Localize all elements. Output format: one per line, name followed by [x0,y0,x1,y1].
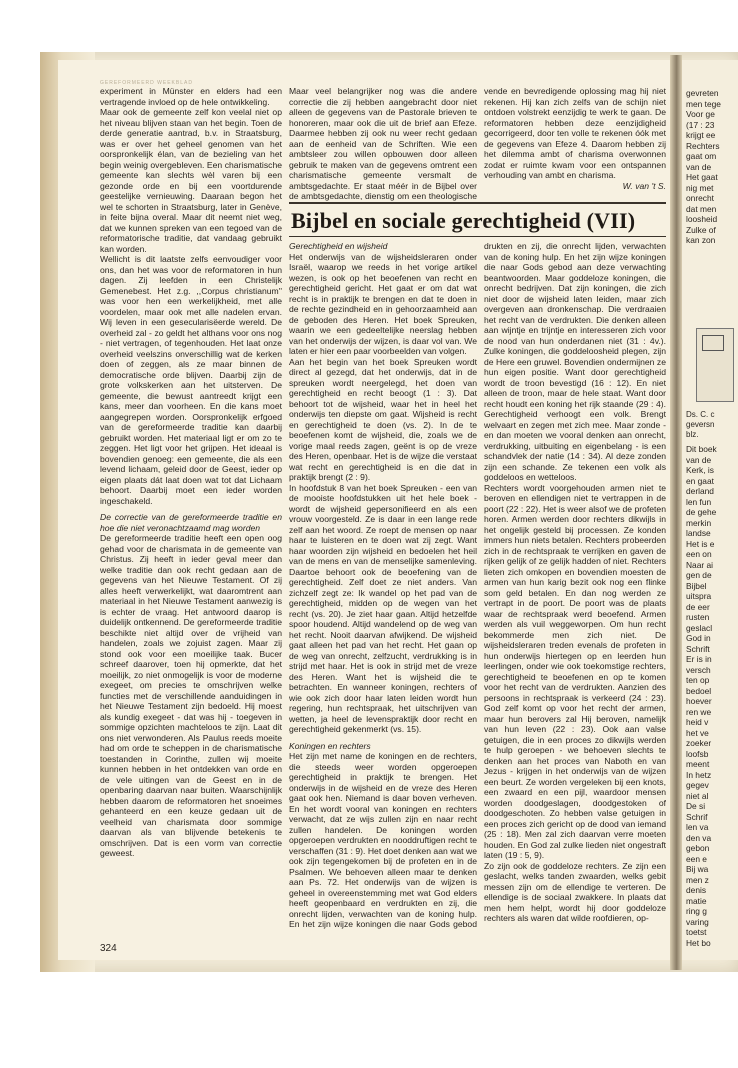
text-line: den va [686,832,712,843]
text-line: Naar ai [686,559,713,570]
text-line: ring g [686,906,707,916]
next-page-edge [682,60,738,960]
text-line: len va [686,822,709,832]
title-rule-top [289,202,666,204]
page-number: 324 [100,943,117,954]
text-line: hoever [686,696,712,706]
text-line: dat men [686,203,717,214]
paragraph: experiment in Münster en elders had een vertragende invloed op de hele ontwikkeling. [100,86,282,107]
portrait-photo [696,328,734,402]
middle-column-top [289,86,477,201]
text-line: Het gaat [686,172,718,182]
text-line: (17 : 23 [686,119,715,130]
text-line: merkin [686,517,712,528]
text-line: loosheid [686,214,718,224]
text-line: Rechters [686,140,720,151]
text-line: Er is in [686,654,712,664]
text-line: God in [686,633,711,643]
text-line: gen de [686,570,712,580]
text-line: versch [686,664,711,675]
text-line: matie [686,895,707,906]
text-line: gegev [686,780,709,790]
text-line: gebon [686,843,710,853]
text-line: gaat om [686,151,717,161]
article-body: Het onderwijs van de wijsheidsleraren onder Israël, waarop we reeds in het vorige artikel wezen, is ook op het beoefenen van recht en gerechtigheid gericht. Het gaat er om dat wat recht is in praktijk te brengen en dat te doen in de rechte gezindheid en in gehoorzaamheid aan de geboden des Heren. Het boek Spreuken, waarin we een gedeeltelijke neerslag hebben van het onderwijs der wijzen, is daar vol van. We laten er hier een paar voorbeelden van volgen. Aan het begin van het boek Spreuken wordt direct al gezegd, dat het onderwijs, dat in de spreuken wordt neergelegd, het doen van gerechtigheid en recht beoogt (1 : 3). Dat behoort tot de wijsheid, waar het in heel het onderwijs ten diepste om gaat. Wijsheid is recht en gerechtigheid te doen (vs. 2). In de te beoefenen komt de wijsheid, die, zoals we de vorige maal reeds zagen, geënt is op de vreze des Heren, openbaar. Het is de wijze die verstaat wat recht en gerechtigheid is en die dat in praktijk brengt (2 : 9). In hoofdstuk 8 van het boek Spreuken - een van de mooiste hoofdstukken uit het hele boek - wordt de wijsheid gepersonifieerd en als een vrouw voorgesteld. Ze is daar in een lange rede zelf aan het woord. Ze roept de mensen op naar haar te luisteren en te doen wat zij zegt. Want haar woorden zijn wijsheid en bedoelen het heil van de mens en van de menselijke samenleving. Daartoe behoort ook de beoefening van de gerechtigheid. Zelf doet ze niet anders. Van zichzelf zegt ze: Ik wandel op het pad van de gerechtigheid, midden op de wegen van het recht (vs. 20). Je ziet haar gaan. Altijd hetzelfde spoor houdend. Altijd wandelend op de weg van het recht. Nooit daarvan afwijkend. De wijsheid gaat alleen het pad van het recht. Het gaan op de weg van onrecht, zelfzucht, verdrukking is in strijd met haar. Het is ook in strijd met de vreze des Heren. Want het is wijsheid die te betrachten. En wanneer koningen, rechters of wie ook zich door haar laten leiden wordt hun regering, hun rechtspraak, het uitschrijven van wetten, ja heel de levenspraktijk door recht en gerechtigheid gekenmerkt (vs. 15). [289,251,477,734]
text-line: De si [686,801,706,811]
text-line: nig met [686,182,714,193]
text-line: de gehe [686,507,717,517]
article-subhead: Gerechtigheid en wijsheid [289,241,388,251]
paragraph: Wellicht is dit laatste zelfs eenvoudiger voor ons, dan het was voor de reformatoren in hun dagen. Zij leefden in een Christelijk Gemenebest. Het z.g. ,,Corpus christianum'' was voor hen een werkelijkheid, met alle voordelen, maar ook met alle nadelen ervan. Wij leven in een gesecularisëerde wereld. De overheid zal - zo geldt het althans voor ons nog - niet vertragen, of tegenhouden. Het laat onze overheid veelszins onverschillig wat de kerken doen of zeggen, als ze maar binnen de democratische orde blijven. Daarbij zijn de grote volkskerken aan het uitsterven. De gemeente, die bewust aantreedt krijgt een kans, meer dan voorheen. En die kans moet aangegrepen worden. Oorspronkelijk erfgoed van de gereformeerde traditie kan daarbij gebruikt worden. Het materiaal ligt er om zo te zeggen. Het ligt voor het grijpen. Het ideaal is bovendien genoeg: een gemeente, die als een levend lichaam, geleid door de Geest, ieder op eigen plaats dát laat doen wat tot dat Lichaam behoort. Daarbij moet een ieder worden ingeschakeld. [100,254,282,506]
text-line: zoeker [686,738,712,748]
text-line: van de [686,454,712,465]
text-line: varing [686,916,709,927]
text-line: toetst [686,927,707,937]
left-column [100,86,282,859]
text-line: ren we [686,706,712,717]
text-line: denis [686,885,707,895]
text-line: Het is e [686,538,715,549]
running-header: GEREFORMEERD WEEKBLAD [100,80,193,86]
text-line: uitspra [686,591,712,601]
text-line: onrecht [686,193,714,203]
text-line: rusten [686,612,710,622]
text-line: men tege [686,98,721,109]
article-subhead: Koningen en rechters [289,740,371,751]
book-gutter [670,55,682,970]
paragraph-continuation: vende en bevredigende oplossing mag hij niet rekenen. Hij kan zich zelfs van de schijn niet ontdoen volstrekt eenzijdig te werk te gaan. De reformatoren hebben deze eenzijdigheid gecorrigeerd, door ten volle te rekenen óók met de gegevens van Efeze 4. Daarom hebben zij het dilemma ambt of charisma overwonnen zodat er ruimte kwam voor een ontspannen verhouding van ambt en charisma. [484,86,666,180]
article-column-right [484,241,666,936]
text-line: krijgt ee [686,130,716,140]
section-subhead: De correctie van de gereformeerde traditie en hoe die niet veronachtzaamd mag worden [100,512,282,533]
text-line: Voor ge [686,109,715,119]
article-body-continuation: drukten en zij, die onrecht lijden, verwachten van de koning hulp. En het zijn wijze koningen die naar Gods gebod aan deze verwachting beantwoorden. Maar goddeloze koningen, die onrecht bedrijven. Dat zijn koningen, die zich niet door de wijsheid laten leiden, maar zich overgeven aan dronkenschap. Die verdraaien het recht van de verdrukten. Die denken alleen aan wijntje en trijntje en interesseren zich voor de nood van hun onderdanen niet (31 : 4v.). Zulke koningen, die goddeloosheid plegen, zijn de Here een gruwel. Bovendien ondermijnen ze hun eigen positie. Want door gerechtigheid wordt de troon bevestigd (16 : 12). En niet alleen de troon, maar de hele staat. Want door recht houdt een koning het rijk staande (29 : 4). Gerechtigheid verhoogt een volk. Brengt welvaart en zegen met zich mee. Maar zonde - en dan moeten we vooral denken aan onrecht, verdrukking, uitbuiting en eigenbelang - is een schandvlek der natie (14 : 34). Al deze zonden zijn een schande. Ze tekenen een volk als goddeloos en wetteloos. Rechters wordt voorgehouden armen niet te beroven en ellendigen niet te vertrappen in de poort (22 : 22). Het is weer alsof we de profeten horen. Armen werden door rechters dikwijls in het ongelijk gesteld bij processen. Ze konden immers hun niets betalen. Rechters probeerden zich in de rechtspraak te verrijken en gaven de rijken gelijk of ze gelijk hadden of niet. Rechters lieten zich omkopen en bovendien moesten de armen van hun karig bezit ook nog een flinke som geld betalen. En dan nog werden ze vertrapt in de poort. De poort was de plaats waar de rechtspraak werd beoefend. Armen werden als vuil weggeworpen. Om hun recht bekommerde men zich niet. De wijsheidsleraren treden evenals de profeten in hun onderwijs hiertegen op en leerden hun leerlingen, onder wie ook toekomstige rechters, gerechtigheid te beoefenen en op te komen voor het recht van de verdrukten. Aanzien des persoons in rechtspraak is verkeerd (24 : 23). God zelf komt op voor het recht der armen, maar hun berovers zal Hij beroven, namelijk van hun leven (22 : 23). Ook aan valse getuigen, die in een proces zo dikwijls werden te hulp geroepen - we behoeven slechts te denken aan het proces van Naboth en van Jezus - krijgen in het onderwijs van de wijzen een beurt. Ze worden vergeleken bij een knots, een zwaard en een pijl, waardoor mensen worden doodgeslagen, doodgestoken of doodgeschoten. Zo hebben valse getuigen in een proces zich gericht op de dood van iemand (25 : 18). Men zal zich daarvan verre moeten houden. En God zal zulke lieden niet ongestraft laten (19 : 5, 9). Zo zijn ook de goddeloze rechters. Ze zijn een geslacht, welks tanden zwaarden, welks gebit messen zijn om de ellendige te verteren. De ellendige is de sociaal zwakkere. In plaats dat men hem helpt, wordt hij door goddeloze rechters als waren dat wilde roofdieren, op- [484,241,666,923]
text-line: Bij wa [686,864,709,874]
text-line: men z [686,874,709,885]
text-line: loofsb [686,748,709,759]
text-line: Schrift [686,643,710,654]
caption-line: Ds. C. c [686,410,715,419]
caption-line: blz. [686,430,699,439]
text-line: kan zon [686,235,716,245]
text-line: derland [686,486,714,496]
text-line: van de [686,161,712,172]
article-title: Bijbel en sociale gerechtigheid (VII) [291,208,636,233]
text-line: geslacl [686,622,713,633]
next-page-column-bottom [686,444,738,948]
paragraph: De gereformeerde traditie heeft een open oog gehad voor de charismata in de gemeente van Christus. Zij heeft in ieder geval meer dan welke traditie dan ook recht gedaan aan de gegevens van het Nieuwe Testament. Of zij alles heeft verwerkelijkt, wat daaromtrent aan materiaal in het Nieuwe Testament aanwezig is is echter de vraag. Het antwoord daarop is duidelijk ontkennend. De gereformeerde traditie beschikte niet altijd over de vrijheid van handelen, zoals we zojuist zagen. Maar zij stond ook voor een moeilijke taak. Bucer schreef daarover, toen hij opmerkte, dat het moeilijk, zo niet onmogelijk is voor de moderne exegeet, om precies te omschrijven welke functies met de verschillende aanduidingen in het Nieuwe Testament zijn bedoeld. Hij moest als kundig exegeet - dat was hij - toegeven in sommige opzichten machteloos te zijn. Laat dit ons niet verwonderen. Als Paulus reeds moeite had om orde te scheppen in de charismatische toestanden in Corinthe, zullen wij moeite kunnen hebben in het ontdekken van orde en de vele uitingen van de Geest en in de openbaring daarvan naar buiten. Waarschijnlijk hebben daarom de reformatoren het snoeimes gehanteerd en een keuze gedaan uit de veelheid van charismata door sommige daarvan als van blijvende betekenis te omschrijven. Dat is een vorm van correctie geweest. [100,533,282,858]
caption-line: geversn [686,420,715,429]
text-line: landse [686,528,711,538]
text-line: niet al [686,790,709,801]
text-line: meent [686,759,710,769]
text-line: len fun [686,496,712,507]
text-line: Bijbel [686,580,707,591]
text-line: heid v [686,717,709,727]
right-column-top [484,86,666,196]
text-line: een on [686,549,712,559]
text-line: en gaat [686,475,714,486]
text-line: ten op [686,675,710,685]
text-line: de eer [686,601,710,612]
next-page-column-top [686,88,738,246]
text-line: een e [686,853,707,864]
article-body: Het zijn met name de koningen en de rechters, die steeds weer worden opgeroepen gerechtigheid in praktijk te brengen. Het onderwijs in de wijsheid en de vreze des Heren gaat ook hen. Niemand is daar boven verheven. En het wordt vooral van koningen en rechters verwacht, dat ze wijs zullen zijn en naar recht zullen handelen. De koningen worden opgeroepen verdrukten en nooddruftigen recht te verschaffen (31 : 9). Het doet denken aan wat we ook zijn tegengekomen bij de profeten en in de Psalmen. We behoeven alleen maar te denken aan Ps. 72. Het onderwijs van de wijzen is geheel in overeenstemming met wat God elders heeft geopenbaard en verdrukten en zij, die onrecht lijden, verwachten van de koning hulp. En het zijn wijze koningen die naar Gods gebod [289,751,477,929]
text-line: Het bo [686,937,711,948]
article-column-middle [289,241,477,936]
author-signature: W. van 't S. [622,181,666,191]
text-line: gevreten [686,88,719,98]
text-line: Zulke of [686,224,716,235]
text-line: Kerk, is [686,465,714,475]
photo-caption [686,410,738,440]
text-line: In hetz [686,769,712,780]
paragraph: Maar veel belangrijker nog was die andere correctie die zij hebben aangebracht door niet alleen de gegevens van de Pastorale brieven te honoreren, maar ook die uit de brief aan Efeze. Daarmee hebben zij ook nu weer recht gedaan aan de eenheid van de Schriften. Wie een ambtsleer zou willen opbouwen door alleen gebruik te maken van de gegevens omtrent een charismatische gemeente versmalt de ambtsgedachte. Er staat méér in de Bijbel over de ambtsgedachte, dienstig om een theologische [289,86,477,201]
text-line: Dit boek [686,444,717,454]
text-line: bedoel [686,685,712,696]
text-line: Schrif [686,811,708,822]
title-rule-bottom [289,236,666,237]
paragraph: Maar ook de gemeente zelf kon veelal niet op het niveau blijven staan van het begin. Toen de derde generatie aantrad, b.v. in Straatsburg, was er over het geheel genomen van het oorspronkelijk élan, van de bezieling van het begin weinig overgebleven. Een charismatische gemeente kan slechts wèl varen bij een gezonde orde en bij een voortdurende geestelijke vernieuwing. Daaraan begon het wel te schorten in Straatsburg, later in Genève, in feite bijna overal. Maar dit neemt niet weg, dat we kunnen spreken van een tegoed van de reformatorische traditie, dat vandaag gebruikt kan worden. [100,107,282,254]
text-line: het ve [686,727,709,738]
